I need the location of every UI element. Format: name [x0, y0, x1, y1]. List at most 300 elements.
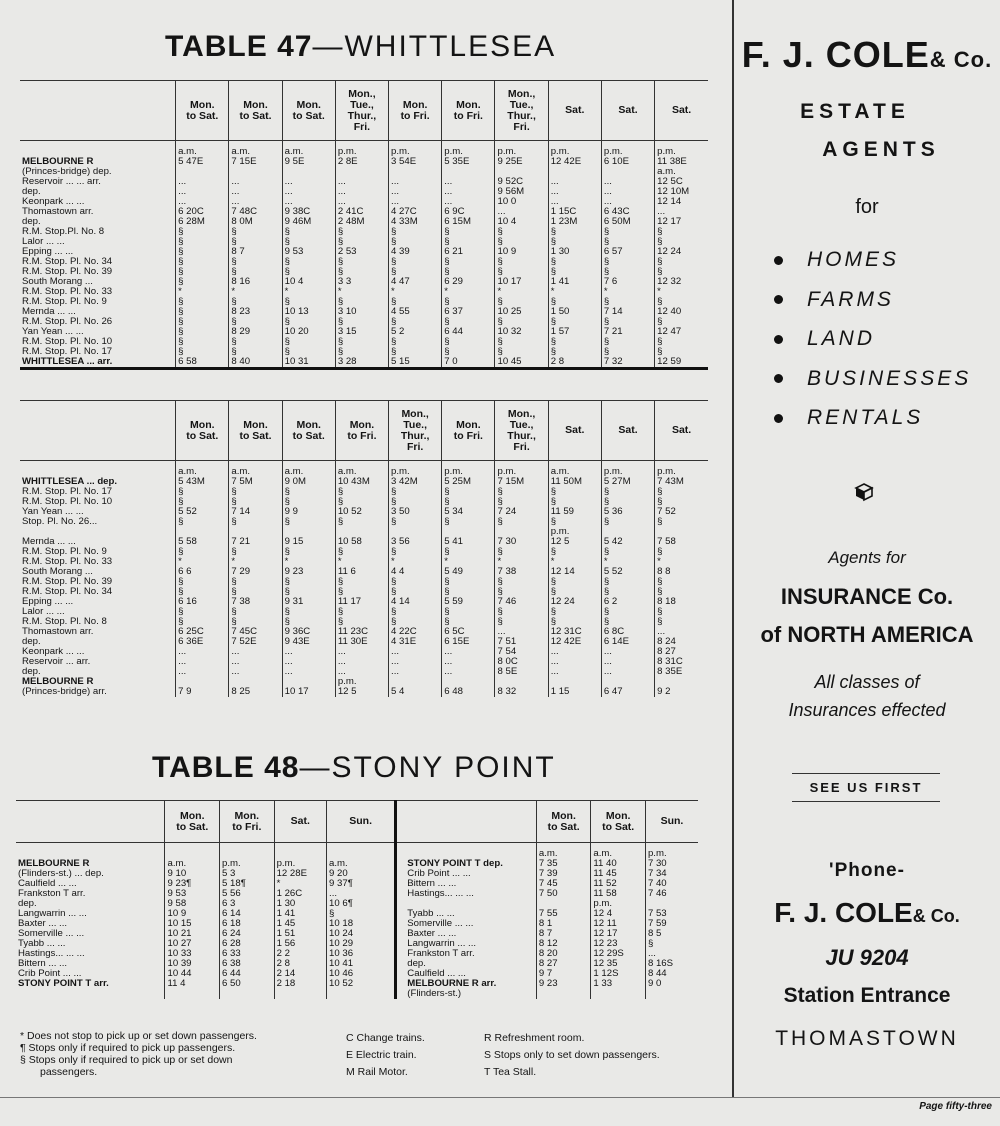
station-name: Baxter ... ...: [407, 928, 457, 939]
time-cell: §: [229, 347, 282, 357]
time-cell: 3 50: [389, 507, 442, 517]
time-cell: §: [389, 347, 442, 357]
time-cell: [165, 843, 220, 860]
time-cell: 10 17: [495, 277, 548, 287]
time-cell: §: [548, 517, 601, 527]
time-cell: 8 44: [645, 969, 698, 979]
time-cell: 7 50: [536, 889, 591, 899]
time-cell: 8 5: [645, 929, 698, 939]
time-cell: 6 50M: [601, 217, 654, 227]
time-cell: 4 14: [389, 597, 442, 607]
ad-service-item: [774, 248, 971, 288]
column-header: Mon. to Sat.: [176, 401, 229, 461]
time-cell: 7 15E: [229, 157, 282, 167]
time-cell: §: [282, 337, 335, 347]
time-cell: ...: [442, 187, 495, 197]
time-cell: 1 23M: [548, 217, 601, 227]
time-cell: 2 18: [274, 979, 326, 989]
time-cell: 8 31C: [655, 657, 708, 667]
time-cell: 10 36: [327, 949, 396, 959]
time-cell: §: [655, 517, 708, 527]
time-cell: 5 2: [389, 327, 442, 337]
time-cell: 11 23C: [335, 627, 388, 637]
column-header: Sun.: [327, 801, 396, 843]
column-header: Sat.: [655, 81, 708, 141]
time-cell: 6 16: [176, 597, 229, 607]
time-cell: ...: [601, 647, 654, 657]
time-cell: 1 45: [274, 919, 326, 929]
time-cell: 7 38: [229, 597, 282, 607]
time-cell: 6 57: [601, 247, 654, 257]
station-name: Somerville ... ...: [407, 918, 474, 929]
time-cell: 4 39: [389, 247, 442, 257]
time-cell: ...: [601, 187, 654, 197]
time-cell: §: [655, 297, 708, 307]
time-cell: 5 25M: [442, 477, 495, 487]
timetable-row: [16, 989, 698, 999]
time-cell: §: [655, 257, 708, 267]
column-header: Sat.: [601, 401, 654, 461]
time-cell: 7 30: [495, 537, 548, 547]
time-cell: 12 28E: [274, 869, 326, 879]
ad-services-list: [774, 248, 971, 446]
time-cell: p.m.: [601, 141, 654, 158]
time-cell: §: [229, 617, 282, 627]
column-header: Mon. to Sat.: [176, 81, 229, 141]
time-cell: 9 7: [536, 969, 591, 979]
time-cell: 6 28: [220, 939, 275, 949]
timetable-row: [20, 141, 708, 158]
time-cell: p.m.: [495, 461, 548, 478]
time-cell: §: [495, 337, 548, 347]
time-cell: §: [176, 247, 229, 257]
station-name: [16, 843, 165, 860]
column-header: Mon. to Fri.: [442, 81, 495, 141]
ad-classes-line1: All classes of: [814, 672, 920, 692]
ad-for: for: [855, 196, 879, 218]
time-cell: 10 43M: [335, 477, 388, 487]
time-cell: [274, 989, 326, 999]
time-cell: §: [442, 487, 495, 497]
time-cell: 5 59: [442, 597, 495, 607]
time-cell: 6 21: [442, 247, 495, 257]
time-cell: 8 24: [655, 637, 708, 647]
time-cell: §: [495, 267, 548, 277]
time-cell: 9 10: [165, 869, 220, 879]
time-cell: §: [655, 587, 708, 597]
station-name: R.M. Stop. Pl. No. 8: [22, 616, 107, 627]
time-cell: p.m.: [655, 141, 708, 158]
timetable-row: [20, 517, 708, 527]
station-name: (Princes-bridge) arr.: [22, 686, 107, 697]
time-cell: 10 0: [495, 197, 548, 207]
time-cell: *: [274, 879, 326, 889]
time-cell: 8 8: [655, 567, 708, 577]
time-cell: ...: [229, 657, 282, 667]
time-cell: 1 41: [548, 277, 601, 287]
time-cell: 12 14: [655, 197, 708, 207]
station-name: Keonpark ... ...: [22, 646, 85, 657]
time-cell: §: [229, 267, 282, 277]
time-cell: *: [601, 287, 654, 297]
time-cell: ...: [601, 197, 654, 207]
time-cell: §: [335, 237, 388, 247]
time-cell: §: [282, 227, 335, 237]
column-header: Mon., Tue., Thur., Fri.: [495, 81, 548, 141]
time-cell: §: [548, 337, 601, 347]
time-cell: ...: [176, 647, 229, 657]
time-cell: a.m.: [229, 141, 282, 158]
station-name: Baxter ... ...: [18, 918, 68, 929]
bullet-icon: [774, 256, 783, 265]
time-cell: §: [601, 497, 654, 507]
time-cell: 12 31C: [548, 627, 601, 637]
time-cell: §: [282, 487, 335, 497]
time-cell: §: [229, 547, 282, 557]
time-cell: 7 46: [495, 597, 548, 607]
time-cell: 7 5M: [229, 477, 282, 487]
time-cell: §: [176, 487, 229, 497]
time-cell: 8 25: [229, 687, 282, 697]
time-cell: §: [282, 577, 335, 587]
time-cell: §: [389, 577, 442, 587]
time-cell: 10 6¶: [327, 899, 396, 909]
station-name: South Morang ...: [22, 566, 93, 577]
station-name: R.M. Stop. Pl. No. 9: [22, 296, 107, 307]
time-cell: §: [176, 307, 229, 317]
station-name: [16, 989, 165, 999]
time-cell: a.m.: [176, 461, 229, 478]
station-name: Caulfield ... ...: [407, 968, 466, 979]
station-name: [396, 843, 537, 860]
time-cell: 7 45C: [229, 627, 282, 637]
time-cell: 10 27: [165, 939, 220, 949]
time-cell: 3 42M: [389, 477, 442, 487]
time-cell: ...: [282, 177, 335, 187]
time-cell: 11 50M: [548, 477, 601, 487]
time-cell: §: [176, 297, 229, 307]
time-cell: §: [176, 267, 229, 277]
time-cell: §: [335, 257, 388, 267]
time-cell: ...: [229, 197, 282, 207]
time-cell: a.m.: [165, 859, 220, 869]
station-name: Mernda ... ...: [22, 306, 76, 317]
time-cell: 10 4: [282, 277, 335, 287]
time-cell: *: [229, 557, 282, 567]
time-cell: §: [601, 547, 654, 557]
time-cell: §: [601, 487, 654, 497]
time-cell: §: [282, 617, 335, 627]
time-cell: 8 1: [536, 919, 591, 929]
time-cell: §: [389, 317, 442, 327]
time-cell: 6 44: [442, 327, 495, 337]
time-cell: §: [335, 587, 388, 597]
time-cell: *: [335, 287, 388, 297]
time-cell: 11 58: [591, 889, 646, 899]
legend-item: S Stops only to set down passengers.: [484, 1049, 660, 1061]
station-name: STONY POINT T dep.: [407, 858, 503, 869]
time-cell: *: [389, 287, 442, 297]
time-cell: 7 29: [229, 567, 282, 577]
time-cell: 9 53: [282, 247, 335, 257]
time-cell: 6 36E: [176, 637, 229, 647]
time-cell: [165, 989, 220, 999]
time-cell: 9 15: [282, 537, 335, 547]
time-cell: 5 47E: [176, 157, 229, 167]
time-cell: §: [335, 617, 388, 627]
table47-down-timetable: [20, 400, 708, 697]
station-name: R.M. Stop. Pl. No. 34: [22, 256, 113, 267]
time-cell: a.m.: [536, 843, 591, 860]
time-cell: *: [176, 557, 229, 567]
time-cell: §: [655, 337, 708, 347]
column-header: Sat.: [548, 401, 601, 461]
station-name: Hastings... ... ...: [18, 948, 85, 959]
station-name: dep.: [407, 958, 426, 969]
time-cell: 8 5E: [495, 667, 548, 677]
ad-service-label: HOMES: [807, 248, 900, 271]
station-name: Langwarrin ... ...: [18, 908, 87, 919]
time-cell: ...: [645, 949, 698, 959]
time-cell: §: [495, 607, 548, 617]
timetable-row: [20, 461, 708, 478]
time-cell: 11 59: [548, 507, 601, 517]
time-cell: ...: [548, 187, 601, 197]
time-cell: §: [548, 237, 601, 247]
column-header: Mon. to Sat.: [282, 81, 335, 141]
table48-title-name: —STONY POINT: [299, 751, 556, 784]
time-cell: §: [335, 487, 388, 497]
time-cell: §: [389, 607, 442, 617]
time-cell: p.m.: [335, 677, 388, 687]
time-cell: ...: [282, 657, 335, 667]
station-name: Tyabb ... ...: [18, 938, 66, 949]
time-cell: 10 9: [495, 247, 548, 257]
time-cell: 6 44: [220, 969, 275, 979]
column-header: Mon. to Fri.: [389, 81, 442, 141]
station-name: Bittern ... ...: [407, 878, 457, 889]
time-cell: 6 15E: [442, 637, 495, 647]
time-cell: *: [655, 287, 708, 297]
time-cell: 12 42E: [548, 637, 601, 647]
time-cell: 8 12: [536, 939, 591, 949]
ad-company-name-2: [734, 897, 1000, 929]
time-cell: a.m.: [229, 461, 282, 478]
time-cell: §: [282, 587, 335, 597]
time-cell: ...: [327, 889, 396, 899]
time-cell: 4 27C: [389, 207, 442, 217]
ad-company-name: [734, 34, 1000, 76]
time-cell: *: [601, 557, 654, 567]
time-cell: §: [229, 517, 282, 527]
station-name: R.M. Stop. Pl. No. 33: [22, 556, 113, 567]
time-cell: *: [548, 557, 601, 567]
station-name: Reservoir ... ... arr.: [22, 176, 101, 187]
time-cell: *: [655, 557, 708, 567]
timetable-row: [20, 357, 708, 369]
station-name: Langwarrin ... ...: [407, 938, 477, 949]
time-cell: 9 58: [165, 899, 220, 909]
station-name: MELBOURNE R: [22, 676, 94, 687]
time-cell: 3 28: [335, 357, 388, 369]
time-cell: 12 14: [548, 567, 601, 577]
time-cell: §: [389, 487, 442, 497]
ad-service-label: RENTALS: [807, 406, 924, 429]
time-cell: 10 13: [282, 307, 335, 317]
ad-service-item: [774, 406, 971, 446]
time-cell: §: [548, 617, 601, 627]
column-header: Mon. to Sat.: [229, 401, 282, 461]
time-cell: ...: [282, 197, 335, 207]
time-cell: 2 8: [274, 959, 326, 969]
time-cell: ...: [389, 177, 442, 187]
time-cell: §: [655, 547, 708, 557]
time-cell: §: [335, 347, 388, 357]
time-cell: p.m.: [655, 461, 708, 478]
time-cell: §: [229, 317, 282, 327]
time-cell: 9 46M: [282, 217, 335, 227]
time-cell: §: [335, 497, 388, 507]
time-cell: 6 38: [220, 959, 275, 969]
time-cell: §: [495, 317, 548, 327]
bullet-icon: [774, 295, 783, 304]
ad-estate: ESTATE: [800, 100, 910, 123]
time-cell: *: [495, 287, 548, 297]
time-cell: §: [601, 577, 654, 587]
station-name: dep.: [22, 666, 41, 677]
bullet-icon: [774, 374, 783, 383]
time-cell: 6 18: [220, 919, 275, 929]
station-name: R.M. Stop. Pl. No. 10: [22, 496, 113, 507]
time-cell: 8 35E: [655, 667, 708, 677]
time-cell: §: [176, 607, 229, 617]
time-cell: p.m.: [548, 141, 601, 158]
station-name: R.M. Stop. Pl. No. 34: [22, 586, 113, 597]
ad-phone-label: 'Phone-: [829, 860, 905, 881]
timetable-row: [20, 667, 708, 677]
station-name: Mernda ... ...: [22, 536, 76, 547]
time-cell: 12 4: [591, 909, 646, 919]
station-header: [20, 401, 176, 461]
time-cell: §: [229, 497, 282, 507]
column-header: Mon. to Sat.: [165, 801, 220, 843]
column-header: Sun.: [645, 801, 698, 843]
time-cell: §: [655, 267, 708, 277]
time-cell: ...: [548, 667, 601, 677]
time-cell: *: [229, 287, 282, 297]
station-header: [16, 801, 165, 843]
time-cell: ...: [229, 647, 282, 657]
time-cell: ...: [229, 187, 282, 197]
ad-service-item: [774, 327, 971, 367]
station-name: dep.: [18, 898, 37, 909]
ad-phone-number: JU 9204: [825, 945, 909, 970]
time-cell: 12 5: [548, 537, 601, 547]
station-name: R.M. Stop. Pl. No. 39: [22, 576, 113, 587]
time-cell: 10 45: [495, 357, 548, 369]
time-cell: 5 42: [601, 537, 654, 547]
station-name: South Morang ...: [22, 276, 93, 287]
station-name: R.M. Stop. Pl. No. 17: [22, 346, 113, 357]
time-cell: §: [282, 497, 335, 507]
time-cell: 8 7: [229, 247, 282, 257]
time-cell: §: [176, 587, 229, 597]
time-cell: ...: [548, 177, 601, 187]
station-name: WHITTLESEA ... dep.: [22, 476, 118, 487]
time-cell: 9 23: [282, 567, 335, 577]
ad-company2-suffix: & Co.: [912, 906, 960, 926]
time-cell: 1 12S: [591, 969, 646, 979]
time-cell: §: [282, 517, 335, 527]
time-cell: 8 27: [655, 647, 708, 657]
time-cell: ...: [176, 667, 229, 677]
column-header: Mon. to Sat.: [282, 401, 335, 461]
time-cell: [327, 989, 396, 999]
station-name: Caulfield ... ...: [18, 878, 77, 889]
ad-see-us-first: SEE US FIRST: [792, 773, 940, 802]
station-name: Epping ... ...: [22, 246, 74, 257]
time-cell: 4 55: [389, 307, 442, 317]
time-cell: §: [495, 577, 548, 587]
station-header: [20, 81, 176, 141]
time-cell: 7 6: [601, 277, 654, 287]
table48-title: [152, 751, 556, 785]
column-header: Sat.: [655, 401, 708, 461]
time-cell: 5 18¶: [220, 879, 275, 889]
time-cell: ...: [601, 657, 654, 667]
station-name: Thomastown arr.: [22, 626, 94, 637]
time-cell: 6 15M: [442, 217, 495, 227]
time-cell: 10 46: [327, 969, 396, 979]
cube-ornament-icon: [854, 482, 874, 502]
time-cell: *: [442, 287, 495, 297]
time-cell: 7 21: [601, 327, 654, 337]
time-cell: 10 29: [327, 939, 396, 949]
time-cell: p.m.: [442, 461, 495, 478]
time-cell: ...: [495, 627, 548, 637]
time-cell: §: [176, 547, 229, 557]
table47-title-name: —WHITTLESEA: [312, 30, 557, 63]
time-cell: 12 47: [655, 327, 708, 337]
time-cell: §: [327, 909, 396, 919]
time-cell: ...: [442, 647, 495, 657]
time-cell: 5 49: [442, 567, 495, 577]
time-cell: ...: [442, 657, 495, 667]
station-name: Yan Yean ... ...: [22, 506, 84, 517]
time-cell: 2 8E: [335, 157, 388, 167]
time-cell: 5 34: [442, 507, 495, 517]
time-cell: 7 55: [536, 909, 591, 919]
advertisement: [734, 0, 1000, 1097]
station-name: Keonpark ... ...: [22, 196, 85, 207]
time-cell: §: [229, 257, 282, 267]
station-name: Bittern ... ...: [18, 958, 68, 969]
time-cell: 10 4: [495, 217, 548, 227]
time-cell: 9 53: [165, 889, 220, 899]
ad-insurance-line1: INSURANCE Co.: [780, 584, 954, 609]
time-cell: ...: [229, 667, 282, 677]
time-cell: p.m.: [220, 859, 275, 869]
time-cell: 11 17: [335, 597, 388, 607]
time-cell: §: [442, 497, 495, 507]
time-cell: §: [548, 257, 601, 267]
time-cell: *: [389, 557, 442, 567]
time-cell: 1 57: [548, 327, 601, 337]
time-cell: 6 58: [176, 357, 229, 369]
time-cell: 1 15: [548, 687, 601, 697]
time-cell: §: [495, 257, 548, 267]
time-cell: p.m.: [591, 899, 646, 909]
